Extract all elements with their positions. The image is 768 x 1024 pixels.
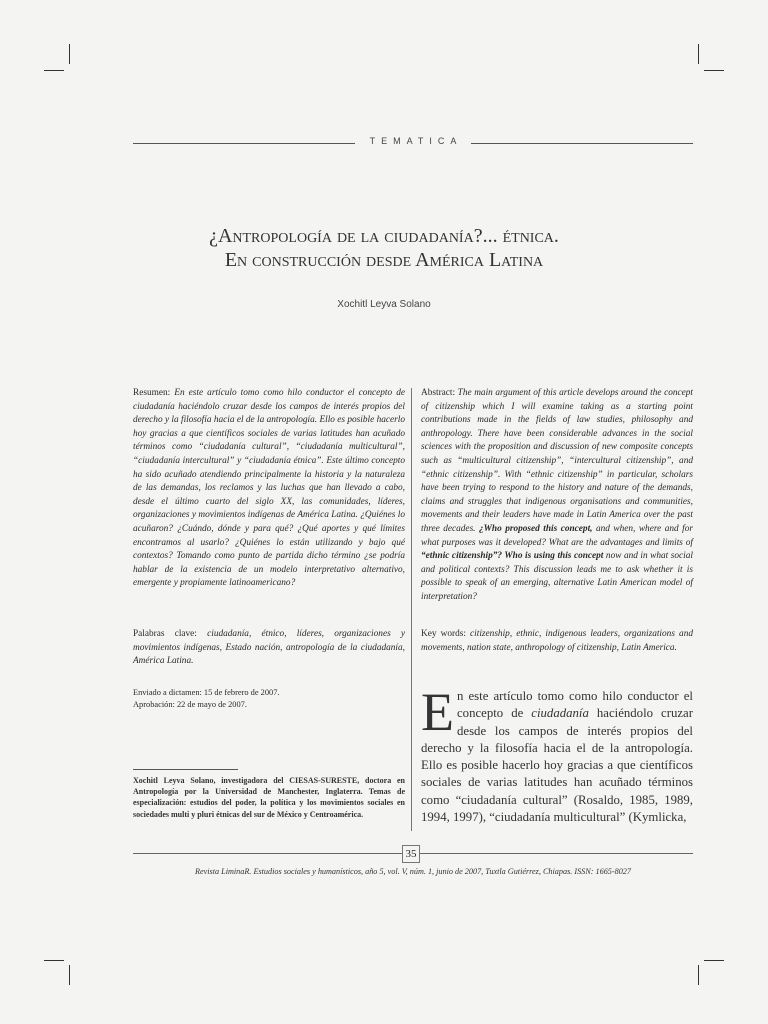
abstract-bold-1: ¿Who proposed this concept, xyxy=(479,523,593,534)
crop-mark xyxy=(69,965,70,985)
resumen-block xyxy=(133,387,405,591)
abstract-bold-2: “ethnic citizenship”? Who is using this concept xyxy=(421,551,604,562)
body-text-a: n este artículo tomo como hilo conductor el concepto de xyxy=(457,689,693,721)
article-title xyxy=(70,224,698,272)
page-number: 35 xyxy=(402,845,420,863)
key-words-label: Key words: xyxy=(421,629,466,639)
author-footnote: Xochitl Leyva Solano, investigadora del CIESAS-SURESTE, doctora en Antropología por la Universidad de Manchester, Inglaterra. Temas de especialización: estudios del poder, la política y los movimientos sociales en sociedades multi y pluri étnicas del sur de México y Centroamérica. xyxy=(133,776,405,819)
dates-block xyxy=(133,687,405,710)
abstract-block xyxy=(421,387,693,605)
body-text-b: haciéndolo cruzar desde los campos de interés propios del derecho y la filosofía hacia el de la antropología. Ello es posible hacerlo hoy gracias a que científicos sociales de varias latitudes han acuñado términos como “ciudadanía cultural” (Rosaldo, 1985, 1989, 1994, 1997), “ciudadanía multicultural” (Kymlicka, xyxy=(421,706,693,825)
resumen-text: En este artículo tomo como hilo conductor el concepto de ciudadanía haciéndolo cruzar desde los campos de interés propios del derecho y la filosofía hacia el de la antropología. Ello es posible hacerlo hoy gracias a que científicos sociales de varias latitudes han acuñado términos como “ciudadanía cultural”, “ciudadanía multicultural”, “ciudadanía intercultural” y “ciudadanía étnica”. Este último concepto ha sido acuñado atendiendo principalmente la historia y la naturaleza de las demandas, los reclamos y las luchas que han llevado a cabo, desde el último cuarto del siglo XX, las comunidades, líderes, organizaciones y movimientos indígenas de América Latina. ¿Quiénes lo acuñaron? ¿Cuándo, dónde y para qué? ¿Qué aportes y qué límites encontramos al usarlo? ¿Quiénes lo están utilizando y bajo qué contextos? Tomando como punto de partida dicho término ¿se podría hablar de la existencia de un modelo interpretativo alternativo, emergente y propiamente latinoamericano? xyxy=(133,388,405,589)
abstract-text-1: The main argument of this article develops around the concept of citizenship which I will examine taking as a starting point contributions made in the fields of law studies, philosophy and anthropology. There have been considerable advances in the social sciences with the proposition and discussion of new composite concepts such as “multicultural citizenship”, “intercultural citizenship”, and “ethnic citizenship”. With “ethnic citizenship” in particular, scholars have been trying to respond to the history and nature of the demands, claims and struggles that indigenous organisations and communities, movements and their leaders have made in Latin America over the past three decades. xyxy=(421,388,693,534)
abstract-text-3: now and in what social and political contexts? This discussion leads me to ask whether it is possible to speak of an emerging, alternative Latin American model of interpretation? xyxy=(421,551,693,602)
column-divider xyxy=(411,388,412,831)
section-header xyxy=(133,136,693,152)
section-label: TEMATICA xyxy=(362,136,465,146)
palabras-clave-label: Palabras clave: xyxy=(133,629,197,639)
title-line-1: ¿Antropología de la ciudadanía?... étnica. xyxy=(209,225,559,247)
enviado-date: Enviado a dictamen: 15 de febrero de 2007. xyxy=(133,688,280,697)
journal-citation: Revista LiminaR. Estudios sociales y humanísticos, año 5, vol. V, núm. 1, junio de 2007, Tuxtla Gutiérrez, Chiapas. ISSN: 1665-8027 xyxy=(195,867,631,876)
crop-mark xyxy=(704,70,724,71)
palabras-clave-block xyxy=(133,628,405,669)
body-italic-term: ciudadanía xyxy=(531,706,589,721)
crop-mark xyxy=(69,44,70,64)
crop-mark xyxy=(44,70,64,71)
title-line-2: En construcción desde América Latina xyxy=(224,249,544,271)
abstract-text-2: and when, where and for what purposes was it developed? What are the advantages and limits of xyxy=(421,523,693,548)
crop-mark xyxy=(44,960,64,961)
key-words-text: citizenship, ethnic, indigenous leaders, organizations and movements, nation state, anthropology of citizenship, Latin America. xyxy=(421,629,693,653)
key-words-block xyxy=(421,628,693,655)
palabras-clave-text: ciudadanía, étnico, líderes, organizaciones y movimientos indígenas, Estado nación, antropología de la ciudadanía, América Latina. xyxy=(133,629,406,667)
article-body xyxy=(421,682,693,826)
drop-cap: E xyxy=(421,682,454,742)
crop-mark xyxy=(698,44,699,64)
abstract-label: Abstract: xyxy=(421,388,456,398)
aprobacion-date: Aprobación: 22 de mayo de 2007. xyxy=(133,699,247,709)
author-name: Xochitl Leyva Solano xyxy=(337,299,431,310)
crop-mark xyxy=(704,960,724,961)
crop-mark xyxy=(698,965,699,985)
resumen-label: Resumen: xyxy=(133,388,171,398)
footnote-rule xyxy=(133,769,238,770)
